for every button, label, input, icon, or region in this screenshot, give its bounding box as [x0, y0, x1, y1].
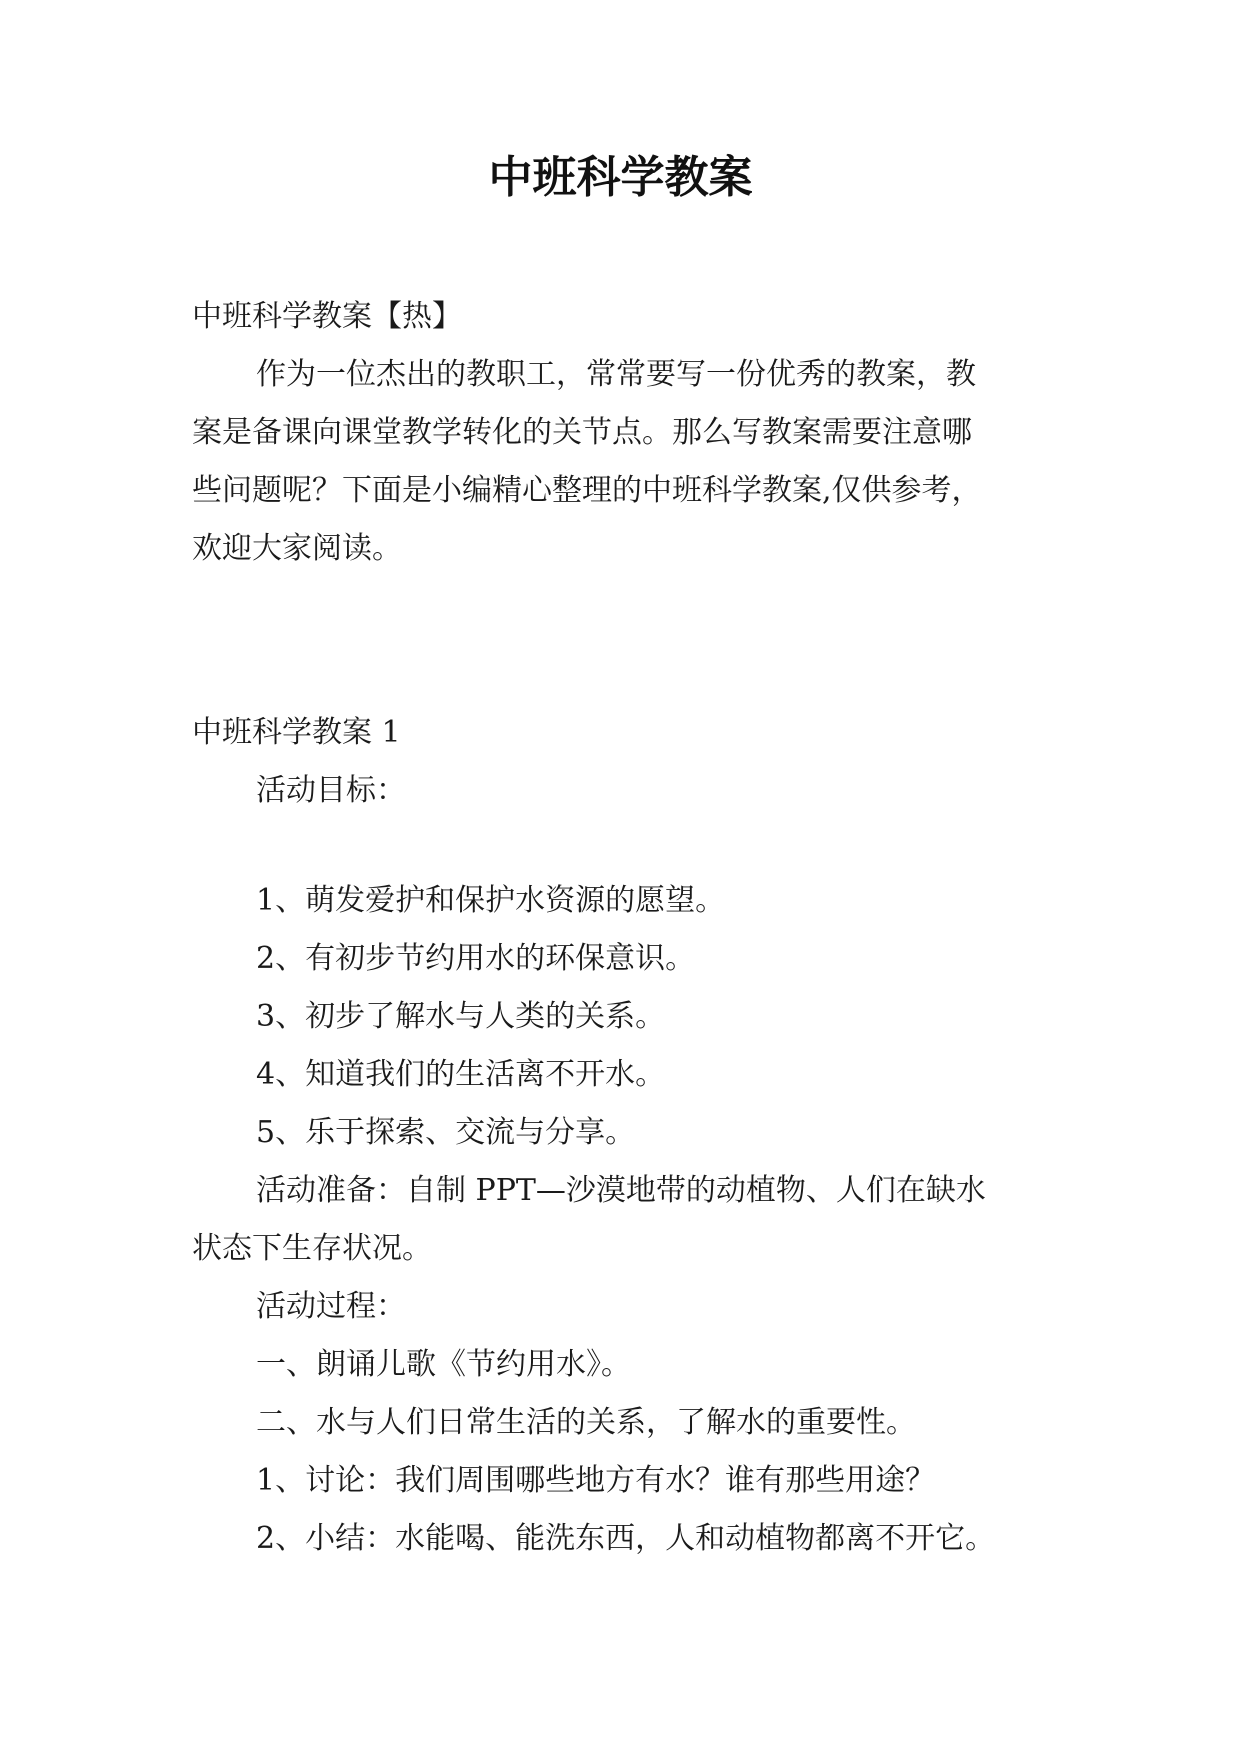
subheading-process: 活动过程： [256, 1289, 406, 1324]
paragraph-gap [192, 578, 1052, 704]
intro-paragraph-line: 作为一位杰出的教职工，常常要写一份优秀的教案，教 [256, 357, 976, 392]
intro-heading: 中班科学教案【热】 [192, 299, 462, 334]
preparation-line: 活动准备：自制 PPT—沙漠地带的动植物、人们在缺水 [256, 1173, 986, 1208]
document-title: 中班科学教案 [488, 152, 753, 203]
objective-item: 1、萌发爱护和保护水资源的愿望。 [256, 883, 726, 918]
document-body [192, 288, 1052, 1568]
objective-item: 3、初步了解水与人类的关系。 [256, 999, 666, 1034]
objective-item: 2、有初步节约用水的环保意识。 [256, 941, 696, 976]
paragraph-gap [192, 820, 1052, 872]
process-step: 2、小结：水能喝、能洗东西，人和动植物都离不开它。 [256, 1521, 996, 1556]
process-step: 一、朗诵儿歌《节约用水》。 [256, 1347, 631, 1382]
process-step: 1、讨论：我们周围哪些地方有水？谁有那些用途？ [256, 1463, 936, 1498]
process-step: 二、水与人们日常生活的关系，了解水的重要性。 [256, 1405, 916, 1440]
intro-paragraph-line: 些问题呢？下面是小编精心整理的中班科学教案,仅供参考， [192, 473, 982, 508]
intro-paragraph-line: 欢迎大家阅读。 [192, 531, 402, 566]
objective-item: 5、乐于探索、交流与分享。 [256, 1115, 636, 1150]
subheading-objectives: 活动目标： [256, 773, 406, 808]
preparation-line: 状态下生存状况。 [192, 1231, 432, 1266]
intro-paragraph-line: 案是备课向课堂教学转化的关节点。那么写教案需要注意哪 [192, 415, 972, 450]
section-heading: 中班科学教案 1 [192, 715, 401, 750]
objective-item: 4、知道我们的生活离不开水。 [256, 1057, 666, 1092]
